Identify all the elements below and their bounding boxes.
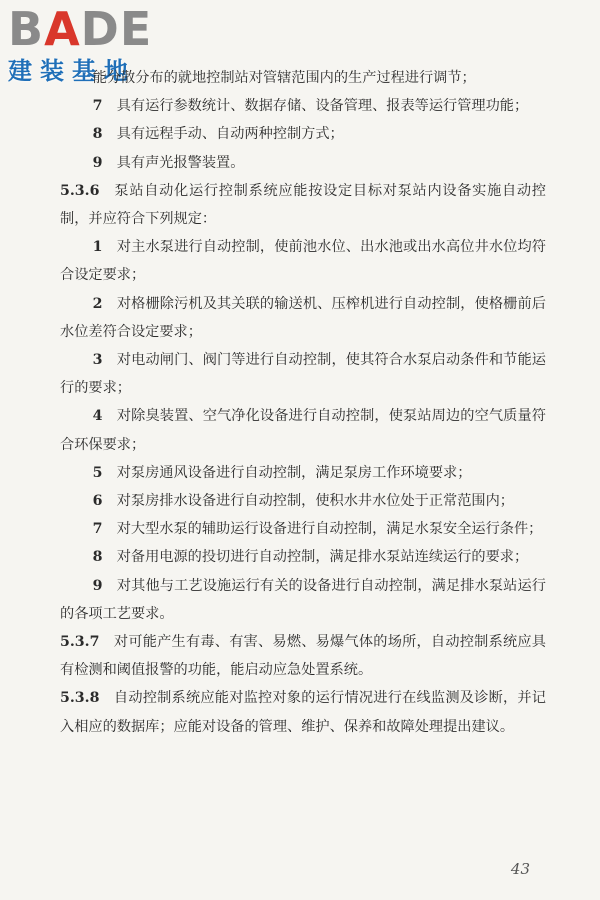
paragraph-text: 对泵房通风设备进行自动控制，满足泵房工作环境要求； bbox=[116, 464, 472, 481]
clause-number: 5.3.8 bbox=[60, 690, 100, 707]
clause-paragraph bbox=[60, 684, 546, 740]
item-number: 6 bbox=[92, 493, 103, 510]
item-number: 5 bbox=[92, 464, 103, 481]
document-body bbox=[60, 64, 546, 741]
item-number: 9 bbox=[92, 577, 103, 594]
item-number: 4 bbox=[92, 408, 103, 425]
paragraph-text: 对备用电源的投切进行自动控制，满足排水泵站连续运行的要求； bbox=[116, 549, 529, 566]
list-item-paragraph bbox=[60, 487, 546, 515]
item-number: 1 bbox=[92, 239, 103, 256]
clause-number: 5.3.7 bbox=[60, 634, 100, 651]
paragraph-text: 对大型水泵的辅助运行设备进行自动控制，满足水泵安全运行条件； bbox=[116, 521, 543, 538]
clause-paragraph bbox=[60, 628, 546, 684]
paragraph-text: 对电动闸门、阀门等进行自动控制，使其符合水泵启动条件和节能运行的要求； bbox=[60, 352, 546, 397]
paragraph-text: 对主水泵进行自动控制，使前池水位、出水池或出水高位井水位均符合设定要求； bbox=[60, 239, 546, 284]
list-item-paragraph bbox=[60, 120, 546, 148]
clause-number: 5.3.6 bbox=[60, 182, 100, 199]
item-number: 7 bbox=[92, 521, 103, 538]
list-item-paragraph bbox=[60, 149, 546, 177]
item-number: 2 bbox=[92, 295, 103, 312]
list-item-paragraph bbox=[60, 346, 546, 402]
paragraph-text: 对格栅除污机及其关联的输送机、压榨机进行自动控制，使格栅前后水位差符合设定要求； bbox=[60, 295, 546, 340]
list-item-paragraph bbox=[60, 572, 546, 628]
paragraph-text: 对泵房排水设备进行自动控制，使积水井水位处于正常范围内； bbox=[116, 493, 514, 510]
list-item-paragraph bbox=[60, 515, 546, 543]
list-item-paragraph bbox=[60, 459, 546, 487]
item-number: 8 bbox=[92, 549, 103, 566]
item-number: 3 bbox=[92, 352, 103, 369]
paragraph-text: 具有远程手动、自动两种控制方式； bbox=[116, 126, 344, 143]
item-number: 7 bbox=[92, 98, 103, 115]
item-number: 8 bbox=[92, 126, 103, 143]
paragraph-text: 对可能产生有毒、有害、易燃、易爆气体的场所，自动控制系统应具有检测和阈值报警的功能，能启动应急处置系统。 bbox=[60, 634, 546, 679]
list-item-paragraph bbox=[60, 402, 546, 458]
list-item-paragraph bbox=[60, 543, 546, 571]
list-item-paragraph bbox=[60, 233, 546, 289]
item-number: 9 bbox=[92, 154, 103, 171]
paragraph-text: 对除臭装置、空气净化设备进行自动控制，使泵站周边的空气质量符合环保要求； bbox=[60, 408, 546, 453]
list-item-paragraph bbox=[60, 290, 546, 346]
page-number: 43 bbox=[510, 860, 530, 878]
paragraph-text: 能分散分布的就地控制站对管辖范围内的生产过程进行调节； bbox=[92, 70, 476, 86]
list-item-paragraph bbox=[60, 64, 546, 92]
logo-subtitle: 建装基地 bbox=[8, 57, 136, 85]
logo-wordmark: BADE bbox=[8, 2, 153, 56]
list-item-paragraph bbox=[60, 92, 546, 120]
paragraph-text: 具有运行参数统计、数据存储、设备管理、报表等运行管理功能； bbox=[116, 98, 529, 115]
paragraph-text: 具有声光报警装置。 bbox=[116, 154, 245, 171]
paragraph-text: 自动控制系统应能对监控对象的运行情况进行在线监测及诊断，并记入相应的数据库；应能对设备的管理、维护、保养和故障处理提出建议。 bbox=[60, 690, 546, 735]
clause-paragraph bbox=[60, 177, 546, 233]
paragraph-text: 对其他与工艺设施运行有关的设备进行自动控制，满足排水泵站运行的各项工艺要求。 bbox=[60, 577, 546, 622]
paragraph-text: 泵站自动化运行控制系统应能按设定目标对泵站内设备实施自动控制，并应符合下列规定： bbox=[60, 182, 546, 228]
